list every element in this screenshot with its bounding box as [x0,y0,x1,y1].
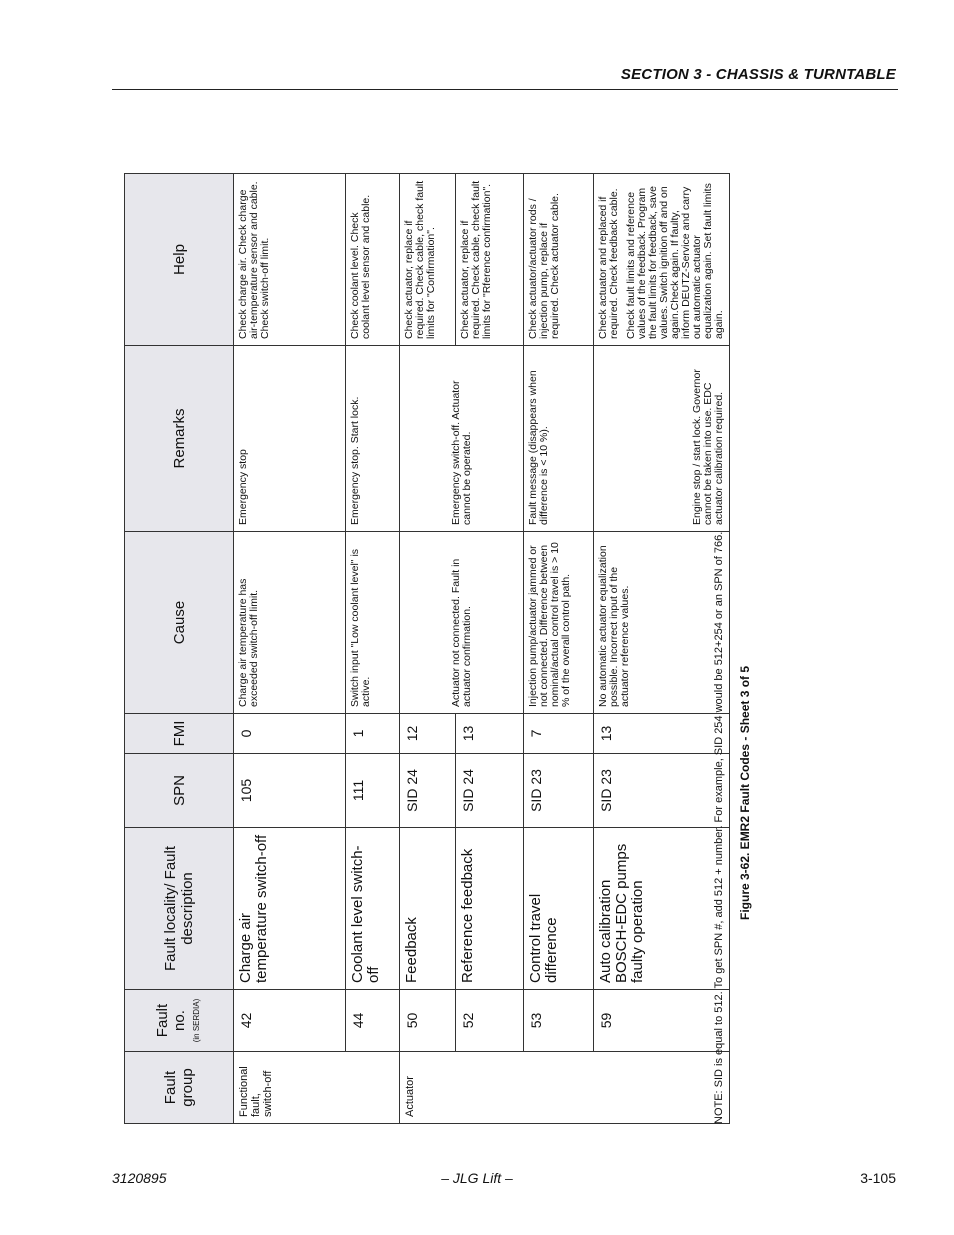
fault-description: Control travel difference [524,828,594,990]
cause-text: Actuator not connected. Fault in actuator confirmation. [400,532,524,714]
remarks-text: Fault message (disappears when difference is < 10 %). [524,346,594,532]
spn-value: SID 23 [524,754,594,828]
remarks-text: Emergency switch-off. Actuator cannot be operated. [400,346,524,532]
fault-no: 53 [524,990,594,1052]
fmi-value: 13 [594,714,730,754]
help-text [594,174,730,346]
cause-text: Switch input "Low coolant level" is active. [346,532,400,714]
fault-no: 59 [594,990,730,1052]
fmi-value: 12 [400,714,456,754]
fault-code-table [124,173,730,1124]
remarks-text: Emergency stop. Start lock. [346,346,400,532]
fault-description: Reference feedback [456,828,524,990]
help-text-part-a: Check actuator and replaced if required. Check feedback cable. [597,188,620,339]
fault-description: Feedback [400,828,456,990]
table-header-row [125,174,234,1124]
header-cause: Cause [125,532,234,714]
fault-description: Charge air temperature switch-off [234,828,346,990]
help-text: Check actuator/actuator rods / injection pump, replace if required. Check actuator cable. [524,174,594,346]
spn-value: SID 24 [456,754,524,828]
header-divider [112,89,898,90]
group-actuator: Actuator [400,1052,730,1124]
header-fault-no [125,990,234,1052]
spn-value: SID 23 [594,754,730,828]
table-row [234,174,346,1124]
header-fault-no-sub: (in SERDIA) [191,998,201,1043]
table-note: NOTE: SID is equal to 512. To get SPN #, add 512 + number. For example, SID 254 would be 512+254 or an SPN of 766. [713,531,725,1124]
help-text: Check actuator, replace if required. Check cable, check fault limits for "Confirmation". [400,174,456,346]
header-fault-no-label: Fault no. [153,1003,188,1038]
footer-brand: – JLG Lift – [441,1170,513,1186]
help-text: Check charge air. Check charge air-temperature sensor and cable. Check switch-off limit. [234,174,346,346]
header-spn: SPN [125,754,234,828]
figure-caption: Figure 3-62. EMR2 Fault Codes - Sheet 3 of 5 [738,665,752,920]
fault-no: 42 [234,990,346,1052]
fmi-value: 0 [234,714,346,754]
footer-page-number: 3-105 [860,1170,896,1186]
cause-text: No automatic actuator equalization possible. Incorrect input of the actuator reference values. [594,532,730,714]
footer-doc-number: 3120895 [112,1170,167,1186]
spn-value: SID 24 [400,754,456,828]
table-row [400,174,456,1124]
fmi-value: 1 [346,714,400,754]
help-text-part-b: Check fault limits and reference values of the feedback. Program the fault limits for feedback, save values. Switch ignition off and on again.Check again. If faulty, inform DEUTZ-Service and carry out automatic actuator equalization again. Set fault limits again. [625,183,725,339]
remarks-text: Engine stop / start lock. Governor cannot be taken into use. EDC actuator calibration required. [594,346,730,532]
header-remarks: Remarks [125,346,234,532]
remarks-text: Emergency stop [234,346,346,532]
cause-text: Charge air temperature has exceeded switch-off limit. [234,532,346,714]
fault-no: 50 [400,990,456,1052]
fault-description: Auto calibration BOSCH-EDC pumps faulty operation [594,828,730,990]
help-text: Check coolant level. Check coolant level sensor and cable. [346,174,400,346]
section-title: SECTION 3 - CHASSIS & TURNTABLE [620,66,896,83]
fault-description: Coolant level switch-off [346,828,400,990]
help-text: Check actuator, replace if required. Check cable, check fault limits for "Rference confirmation". [456,174,524,346]
cause-text: Injection pump/actuator jammed or not connected. Difference between nominal/actual control travel is > 10 % of the overall control path. [524,532,594,714]
header-help: Help [125,174,234,346]
fault-no: 52 [456,990,524,1052]
group-functional: Functional fault, switch-off [234,1052,400,1124]
fmi-value: 13 [456,714,524,754]
fmi-value: 7 [524,714,594,754]
spn-value: 105 [234,754,346,828]
header-fmi: FMI [125,714,234,754]
header-fault-locality: Fault locality/ Fault description [125,828,234,990]
table-row [346,174,400,1124]
fault-no: 44 [346,990,400,1052]
spn-value: 111 [346,754,400,828]
table-row [524,174,594,1124]
table-row [594,174,730,1124]
header-fault-group: Fault group [125,1052,234,1124]
